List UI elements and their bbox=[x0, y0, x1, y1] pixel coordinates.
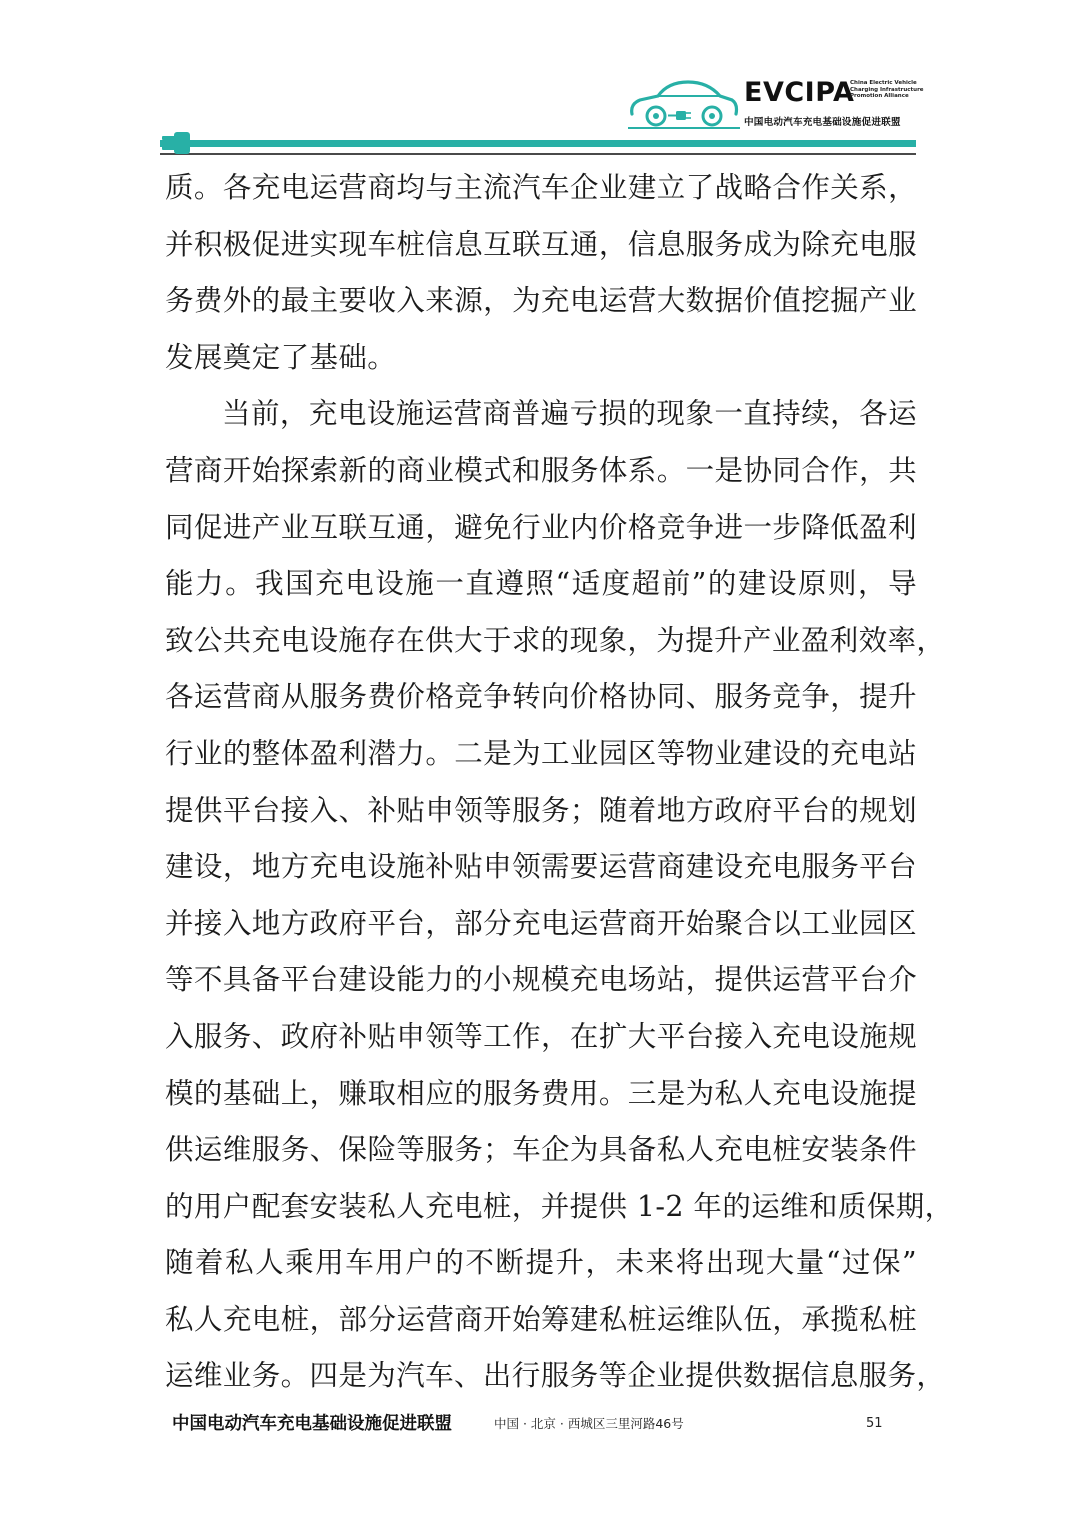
logo-abbreviation: EVCIPA bbox=[744, 77, 855, 108]
text-line: 入服务、政府补贴申领等工作，在扩大平台接入充电设施规 bbox=[165, 1019, 917, 1053]
text-line: 务费外的最主要收入来源，为充电运营大数据价值挖掘产业 bbox=[165, 284, 917, 318]
text-line: 当前，充电设施运营商普遍亏损的现象一直持续，各运 bbox=[222, 397, 917, 431]
footer-organization: 中国电动汽车充电基础设施促进联盟 bbox=[172, 1414, 452, 1434]
text-line: 随着私人乘用车用户的不断提升，未来将出现大量“过保” bbox=[165, 1246, 917, 1280]
text-line: 致公共充电设施存在供大于求的现象，为提升产业盈利效率， bbox=[165, 623, 946, 657]
evcipa-logo bbox=[628, 74, 928, 134]
text-line: 等不具备平台建设能力的小规模充电场站，提供运营平台介 bbox=[165, 963, 917, 997]
header-thin-rule bbox=[160, 153, 916, 155]
electric-car-plug-icon bbox=[628, 74, 740, 132]
text-line: 私人充电桩，部分运营商开始筹建私桩运维队伍，承揽私桩 bbox=[165, 1302, 917, 1336]
text-line: 供运维服务、保险等服务；车企为具备私人充电桩安装条件 bbox=[165, 1133, 917, 1167]
header-accent-rule bbox=[160, 140, 916, 147]
text-line: 营商开始探索新的商业模式和服务体系。一是协同合作，共 bbox=[165, 453, 917, 487]
text-line: 并积极促进实现车桩信息互联互通，信息服务成为除充电服 bbox=[165, 227, 917, 261]
text-line: 的用户配套安装私人充电桩，并提供 1-2 年的运维和质保期， bbox=[165, 1189, 954, 1223]
text-line: 各运营商从服务费价格竞争转向价格协同、服务竞争，提升 bbox=[165, 680, 917, 714]
text-line: 同促进产业互联互通，避免行业内价格竞争进一步降低盈利 bbox=[165, 510, 917, 544]
text-line: 发展奠定了基础。 bbox=[165, 340, 397, 374]
plug-icon bbox=[160, 128, 202, 158]
text-line: 质。各充电运营商均与主流汽车企业建立了战略合作关系， bbox=[165, 171, 917, 204]
logo-chinese-name: 中国电动汽车充电基础设施促进联盟 bbox=[744, 117, 901, 128]
text-line: 并接入地方政府平台，部分充电运营商开始聚合以工业园区 bbox=[165, 906, 917, 940]
logo-text-block bbox=[744, 78, 928, 132]
footer-address: 中国 · 北京 · 西城区三里河路46号 bbox=[494, 1416, 684, 1431]
text-line: 运维业务。四是为汽车、出行服务等企业提供数据信息服务， bbox=[165, 1359, 946, 1393]
logo-english-name bbox=[850, 80, 930, 100]
page-number: 51 bbox=[866, 1416, 883, 1431]
text-line: 建设，地方充电设施补贴申领需要运营商建设充电服务平台 bbox=[165, 850, 917, 884]
text-line: 提供平台接入、补贴申领等服务；随着地方政府平台的规划 bbox=[165, 793, 917, 827]
text-line: 能力。我国充电设施一直遵照“适度超前”的建设原则，导 bbox=[165, 567, 917, 601]
logo-english-line: China Electric Vehicle bbox=[850, 80, 917, 86]
text-line: 行业的整体盈利潜力。二是为工业园区等物业建设的充电站 bbox=[165, 736, 917, 770]
body-text bbox=[165, 160, 954, 1405]
logo-english-line: Charging Infrastructure bbox=[850, 86, 924, 93]
text-line: 模的基础上，赚取相应的服务费用。三是为私人充电设施提 bbox=[165, 1076, 917, 1110]
logo-english-line: Promotion Alliance bbox=[850, 93, 909, 100]
